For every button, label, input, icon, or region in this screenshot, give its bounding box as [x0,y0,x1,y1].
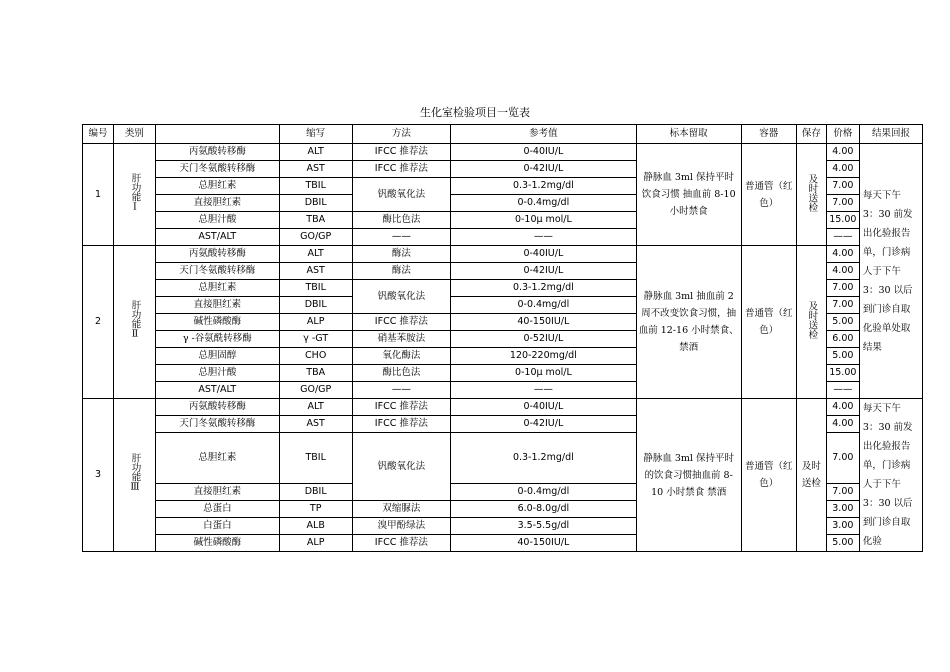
test-price: 4.00 [826,246,859,263]
test-name: 总胆汁酸 [155,365,279,382]
test-method: —— [352,229,450,246]
test-abbr: GO/GP [279,229,352,246]
group-number: 1 [83,144,114,246]
test-price: 7.00 [826,433,859,484]
test-method: 钒酸氧化法 [352,178,450,212]
test-method: 酶法 [352,246,450,263]
test-ref: 0-40IU/L [451,399,637,416]
test-abbr: ALT [279,144,352,161]
test-name: 丙氨酸转移酶 [155,246,279,263]
test-abbr: TBIL [279,178,352,195]
test-price: 7.00 [826,297,859,314]
container-cell: 普通管（红色） [741,144,796,246]
test-name: AST/ALT [155,229,279,246]
test-price: 5.00 [826,314,859,331]
test-name: 天门冬氨酸转移酶 [155,161,279,178]
test-abbr: TBIL [279,433,352,484]
test-price: 6.00 [826,331,859,348]
test-ref: 0-52IU/L [451,331,637,348]
header-cell: 缩写 [279,125,352,144]
test-price: —— [826,229,859,246]
test-name: AST/ALT [155,382,279,399]
test-abbr: ALP [279,314,352,331]
test-name: 天门冬氨酸转移酶 [155,416,279,433]
test-price: 7.00 [826,195,859,212]
test-ref: 3.5-5.5g/dl [451,518,637,535]
test-price: 7.00 [826,484,859,501]
result-cell: 每天下午 3：30 前发出化验报告单，门诊病人于下午 3：30 以后到门诊自取化验单处取结果 [859,144,922,399]
test-ref: 0-10μ mol/L [451,365,637,382]
header-cell: 标本留取 [636,125,741,144]
test-ref: —— [451,382,637,399]
test-method: IFCC 推荐法 [352,416,450,433]
test-ref: 0.3-1.2mg/dl [451,178,637,195]
container-cell: 普通管（红色） [741,246,796,399]
test-name: 总胆汁酸 [155,212,279,229]
test-method: 酶比色法 [352,365,450,382]
storage-cell: 及时送检 [796,399,826,552]
specimen-cell: 静脉血 3ml 保持平时的饮食习惯抽血前 8-10 小时禁食 禁酒 [636,399,741,552]
test-abbr: ALB [279,518,352,535]
test-method: 氧化酶法 [352,348,450,365]
test-ref: 120-220mg/dl [451,348,637,365]
test-ref: 0-40IU/L [451,246,637,263]
test-abbr: DBIL [279,195,352,212]
test-method: —— [352,382,450,399]
test-price: 7.00 [826,178,859,195]
category-label: 肝功能Ⅰ [129,172,141,213]
table-row [83,144,923,161]
header-cell [155,125,279,144]
test-name: 总胆红素 [155,178,279,195]
test-name: 碱性磷酸酶 [155,535,279,552]
result-cell: 每天下午 3：30 前发出化验报告单，门诊病人于下午 3：30 以后到门诊自取化验 [859,399,922,552]
header-cell: 保存 [796,125,826,144]
test-name: γ -谷氨酰转移酶 [155,331,279,348]
test-abbr: AST [279,263,352,280]
test-abbr: CHO [279,348,352,365]
test-name: 总胆固醇 [155,348,279,365]
test-abbr: DBIL [279,297,352,314]
test-abbr: AST [279,416,352,433]
header-cell: 编号 [83,125,114,144]
test-abbr: ALT [279,399,352,416]
header-cell: 参考值 [451,125,637,144]
test-ref: 0.3-1.2mg/dl [451,280,637,297]
test-ref: —— [451,229,637,246]
category-label: 肝功能Ⅱ [129,300,141,340]
test-price: 5.00 [826,535,859,552]
test-name: 丙氨酸转移酶 [155,144,279,161]
test-method: IFCC 推荐法 [352,144,450,161]
test-price: 4.00 [826,263,859,280]
group-number: 3 [83,399,114,552]
test-price: 4.00 [826,144,859,161]
test-abbr: TBA [279,365,352,382]
header-cell: 容器 [741,125,796,144]
test-name: 直接胆红素 [155,195,279,212]
specimen-cell: 静脉血 3ml 保持平时饮食习惯 抽血前 8-10 小时禁食 [636,144,741,246]
header-cell: 价格 [826,125,859,144]
test-ref: 0-42IU/L [451,416,637,433]
test-abbr: TBIL [279,280,352,297]
test-ref: 0-40IU/L [451,144,637,161]
test-price: 15.00 [826,212,859,229]
test-method: 钒酸氧化法 [352,280,450,314]
storage-cell [796,144,826,246]
test-name: 总蛋白 [155,501,279,518]
table-row [83,246,923,263]
test-method: IFCC 推荐法 [352,314,450,331]
test-abbr: ALT [279,246,352,263]
test-abbr: ALP [279,535,352,552]
test-name: 丙氨酸转移酶 [155,399,279,416]
test-abbr: GO/GP [279,382,352,399]
test-price: 3.00 [826,518,859,535]
group-number: 2 [83,246,114,399]
header-cell: 类别 [113,125,155,144]
test-name: 碱性磷酸酶 [155,314,279,331]
header-cell: 结果回报 [859,125,922,144]
test-abbr: γ -GT [279,331,352,348]
header-row [83,125,923,144]
test-abbr: DBIL [279,484,352,501]
storage-label: 及时送检 [806,173,818,212]
test-method: IFCC 推荐法 [352,535,450,552]
category-cell [113,399,155,552]
test-ref: 40-150IU/L [451,314,637,331]
test-ref: 0-0.4mg/dl [451,484,637,501]
test-method: IFCC 推荐法 [352,399,450,416]
test-name: 直接胆红素 [155,297,279,314]
test-ref: 0-42IU/L [451,263,637,280]
specimen-cell: 静脉血 3ml 抽血前 2 周不改变饮食习惯，抽血前 12-16 小时禁食、禁酒 [636,246,741,399]
test-ref: 0-10μ mol/L [451,212,637,229]
test-ref: 6.0-8.0g/dl [451,501,637,518]
test-ref: 0-0.4mg/dl [451,195,637,212]
test-price: 7.00 [826,280,859,297]
test-method: 硝基苯胺法 [352,331,450,348]
table-row [83,399,923,416]
test-abbr: TBA [279,212,352,229]
test-price: 5.00 [826,348,859,365]
test-abbr: AST [279,161,352,178]
test-method: 双缩脲法 [352,501,450,518]
test-method: 溴甲酚绿法 [352,518,450,535]
category-label: 肝功能Ⅲ [129,453,141,493]
test-name: 白蛋白 [155,518,279,535]
category-cell [113,144,155,246]
header-cell: 方法 [352,125,450,144]
test-ref: 0-0.4mg/dl [451,297,637,314]
test-name: 直接胆红素 [155,484,279,501]
test-price: 3.00 [826,501,859,518]
test-price: 4.00 [826,416,859,433]
test-ref: 40-150IU/L [451,535,637,552]
page-title: 生化室检验项目一览表 [420,106,530,119]
test-method: 钒酸氧化法 [352,433,450,501]
category-cell [113,246,155,399]
test-name: 总胆红素 [155,433,279,484]
test-name: 天门冬氨酸转移酶 [155,263,279,280]
test-method: 酶比色法 [352,212,450,229]
test-ref: 0.3-1.2mg/dl [451,433,637,484]
storage-cell [796,246,826,399]
test-method: 酶法 [352,263,450,280]
test-ref: 0-42IU/L [451,161,637,178]
test-name: 总胆红素 [155,280,279,297]
test-method: IFCC 推荐法 [352,161,450,178]
lab-test-table [82,124,923,552]
test-price: —— [826,382,859,399]
container-cell: 普通管（红色） [741,399,796,552]
test-price: 4.00 [826,161,859,178]
test-abbr: TP [279,501,352,518]
test-price: 4.00 [826,399,859,416]
storage-label: 及时送检 [806,301,818,339]
test-price: 15.00 [826,365,859,382]
